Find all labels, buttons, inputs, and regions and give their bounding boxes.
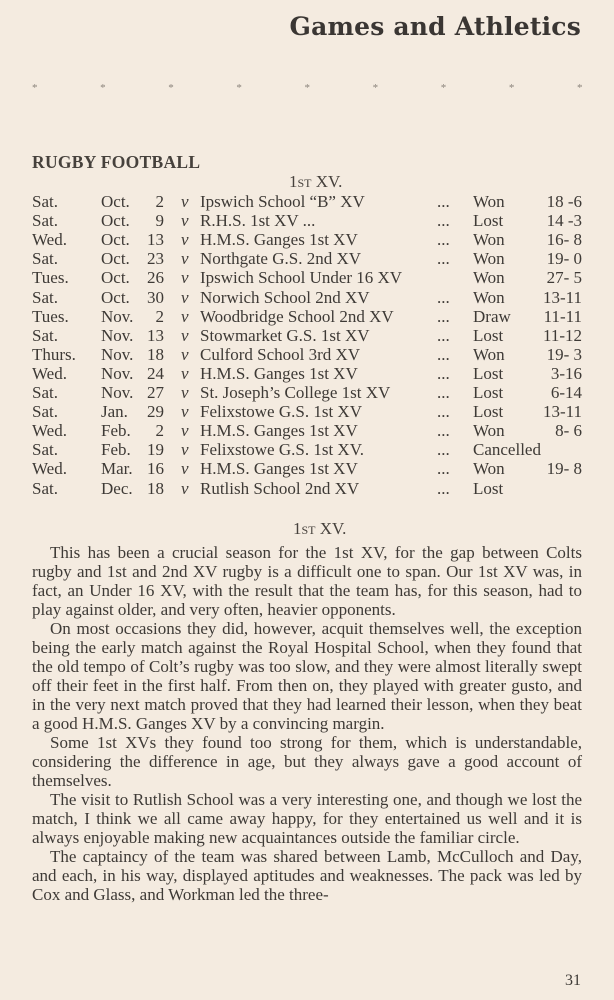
- fixture-row: [0, 421, 614, 440]
- fixtures-heading-smallcaps: st: [297, 172, 312, 191]
- section-title: RUGBY FOOTBALL: [32, 152, 201, 172]
- fixture-month: Nov.: [101, 383, 134, 402]
- fixture-row: [0, 345, 614, 364]
- versus-label: v: [181, 287, 189, 307]
- fixture-date: 19: [147, 440, 164, 460]
- fixture-day: Sat.: [32, 325, 58, 345]
- fixture-opponent: Stowmarket G.S. 1st XV: [200, 325, 370, 345]
- leader-dots: ...: [437, 421, 450, 441]
- fixture-score: 27- 5: [546, 268, 582, 288]
- fixture-result: Cancelled: [473, 440, 541, 460]
- fixture-date: 26: [147, 268, 164, 288]
- fixture-date: 29: [147, 402, 164, 422]
- fixture-score: 11-12: [542, 325, 582, 345]
- fixture-result: Won: [473, 230, 505, 250]
- fixture-opponent: R.H.S. 1st XV ...: [200, 211, 316, 231]
- fixture-month: Nov.: [101, 306, 134, 326]
- page-number: 31: [565, 972, 581, 989]
- fixtures-heading-prefix: 1: [289, 172, 298, 191]
- fixture-result: Won: [473, 287, 505, 307]
- fixture-date: 16: [147, 459, 164, 479]
- fixture-row: [0, 192, 614, 211]
- versus-label: v: [181, 459, 189, 479]
- fixture-result: Lost: [473, 211, 504, 231]
- report-heading-smallcaps: st: [301, 519, 316, 538]
- fixture-row: [0, 230, 614, 249]
- fixture-result: Won: [473, 421, 505, 441]
- fixture-month: Jan.: [101, 402, 128, 422]
- fixture-result: Won: [473, 192, 505, 211]
- fixture-score: 19- 0: [546, 249, 582, 269]
- versus-label: v: [181, 211, 189, 231]
- fixture-row: [0, 402, 614, 421]
- fixture-result: Lost: [473, 383, 504, 402]
- fixture-score: 19- 3: [546, 344, 582, 364]
- asterisk-icon: *: [236, 82, 242, 94]
- fixture-month: Feb.: [101, 440, 131, 460]
- fixture-day: Thurs.: [32, 344, 76, 364]
- fixture-date: 13: [147, 230, 164, 250]
- fixture-date: 27: [147, 383, 164, 402]
- fixture-opponent: H.M.S. Ganges 1st XV: [200, 230, 358, 250]
- fixture-opponent: H.M.S. Ganges 1st XV: [200, 363, 358, 383]
- fixture-row: [0, 479, 614, 498]
- versus-label: v: [181, 192, 189, 211]
- versus-label: v: [181, 363, 189, 383]
- fixture-day: Sat.: [32, 287, 58, 307]
- asterisk-icon: *: [32, 82, 38, 94]
- versus-label: v: [181, 383, 189, 402]
- fixture-month: Oct.: [101, 287, 130, 307]
- fixture-day: Wed.: [32, 230, 67, 250]
- fixture-date: 2: [155, 192, 164, 211]
- fixture-date: 13: [147, 325, 164, 345]
- fixture-row: [0, 364, 614, 383]
- report-paragraph: This has been a crucial season for the 1st XV, for the gap between Colts rugby and 1st and 2nd XV rugby is a difficult one to span. Our 1st XV was, in fact, an Under 16 XV, with the result that the team has, for this season, had to play against older, and very often, heavier opponents.: [32, 543, 582, 619]
- asterisk-divider: [32, 82, 582, 96]
- fixture-month: Nov.: [101, 325, 134, 345]
- fixture-row: [0, 307, 614, 326]
- fixture-date: 23: [147, 249, 164, 269]
- fixture-day: Sat.: [32, 478, 58, 498]
- fixture-opponent: Rutlish School 2nd XV: [200, 478, 360, 498]
- fixture-opponent: Ipswich School “B” XV: [200, 192, 365, 211]
- leader-dots: ...: [437, 306, 450, 326]
- fixture-score: 6-14: [550, 383, 582, 402]
- fixture-month: Oct.: [101, 230, 130, 250]
- fixture-opponent: Culford School 3rd XV: [200, 344, 361, 364]
- fixture-day: Sat.: [32, 383, 58, 402]
- leader-dots: ...: [437, 249, 450, 269]
- report-heading-suffix: XV.: [315, 519, 347, 538]
- fixture-date: 2: [155, 421, 164, 441]
- leader-dots: ...: [437, 325, 450, 345]
- fixture-date: 9: [155, 211, 164, 231]
- fixture-result: Lost: [473, 363, 504, 383]
- fixture-month: Oct.: [101, 211, 130, 231]
- fixture-day: Tues.: [32, 306, 69, 326]
- versus-label: v: [181, 440, 189, 460]
- fixture-row: [0, 459, 614, 478]
- fixture-row: [0, 249, 614, 268]
- versus-label: v: [181, 230, 189, 250]
- leader-dots: ...: [437, 192, 450, 211]
- fixture-result: Won: [473, 249, 505, 269]
- fixture-opponent: H.M.S. Ganges 1st XV: [200, 421, 358, 441]
- asterisk-icon: *: [577, 82, 583, 94]
- fixture-row: [0, 268, 614, 287]
- fixture-result: Won: [473, 268, 505, 288]
- versus-label: v: [181, 325, 189, 345]
- versus-label: v: [181, 306, 189, 326]
- fixture-month: Oct.: [101, 192, 130, 211]
- leader-dots: ...: [437, 211, 450, 231]
- report-heading-prefix: 1: [293, 519, 302, 538]
- versus-label: v: [181, 344, 189, 364]
- fixture-month: Oct.: [101, 249, 130, 269]
- fixture-score: 13-11: [542, 287, 582, 307]
- fixture-date: 2: [155, 306, 164, 326]
- fixtures-heading-suffix: XV.: [311, 172, 343, 191]
- fixture-score: 16- 8: [546, 230, 582, 250]
- leader-dots: ...: [437, 363, 450, 383]
- versus-label: v: [181, 402, 189, 422]
- fixture-day: Wed.: [32, 421, 67, 441]
- fixture-opponent: Norwich School 2nd XV: [200, 287, 370, 307]
- fixture-row: [0, 211, 614, 230]
- fixture-opponent: H.M.S. Ganges 1st XV: [200, 459, 358, 479]
- leader-dots: ...: [437, 344, 450, 364]
- asterisk-icon: *: [372, 82, 379, 94]
- versus-label: v: [181, 249, 189, 269]
- versus-label: v: [181, 421, 189, 441]
- report-paragraph: On most occasions they did, however, acquit themselves well, the exception being the early match against the Royal Hospital School, when they found that the old tempo of Colt’s rugby was too slow, and they were almost literally swept off their feet in the first half. From then on, they played with greater gusto, and in the very next match proved that they had learned their lesson, when they beat a good H.M.S. Ganges XV by a convincing margin.: [32, 619, 582, 733]
- leader-dots: ...: [437, 478, 450, 498]
- versus-label: v: [181, 268, 189, 288]
- leader-dots: ...: [437, 459, 450, 479]
- asterisk-icon: *: [508, 82, 515, 94]
- asterisk-icon: *: [440, 82, 447, 94]
- fixture-opponent: St. Joseph’s College 1st XV: [200, 383, 391, 402]
- fixture-row: [0, 440, 614, 459]
- leader-dots: ...: [437, 287, 450, 307]
- fixture-result: Won: [473, 344, 505, 364]
- fixture-opponent: Northgate G.S. 2nd XV: [200, 249, 362, 269]
- fixture-month: Nov.: [101, 363, 134, 383]
- fixture-score: 11-11: [543, 306, 582, 326]
- fixture-day: Sat.: [32, 249, 58, 269]
- fixture-score: 18 -6: [546, 192, 582, 211]
- asterisk-icon: *: [100, 82, 106, 94]
- report-paragraph: The visit to Rutlish School was a very interesting one, and though we lost the match, I think we all came away happy, for they entertained us well and it is always enjoyable making new acquaintances outside the familiar circle.: [32, 790, 582, 847]
- fixture-day: Sat.: [32, 192, 58, 211]
- leader-dots: ...: [437, 402, 450, 422]
- fixture-opponent: Woodbridge School 2nd XV: [200, 306, 394, 326]
- fixture-day: Wed.: [32, 363, 67, 383]
- fixture-row: [0, 383, 614, 402]
- fixture-month: Oct.: [101, 268, 130, 288]
- fixture-day: Wed.: [32, 459, 67, 479]
- asterisk-icon: *: [304, 82, 310, 94]
- leader-dots: ...: [437, 440, 450, 460]
- fixture-opponent: Felixstowe G.S. 1st XV: [200, 402, 362, 422]
- fixture-row: [0, 326, 614, 345]
- fixture-day: Sat.: [32, 402, 58, 422]
- fixture-date: 24: [147, 363, 164, 383]
- fixture-month: Dec.: [101, 478, 133, 498]
- fixture-date: 30: [147, 287, 164, 307]
- fixture-score: 8- 6: [555, 421, 582, 441]
- fixture-result: Won: [473, 459, 505, 479]
- versus-label: v: [181, 478, 189, 498]
- fixture-row: [0, 288, 614, 307]
- fixture-date: 18: [147, 344, 164, 364]
- fixture-result: Draw: [473, 306, 511, 326]
- fixture-day: Tues.: [32, 268, 69, 288]
- fixture-day: Sat.: [32, 211, 58, 231]
- fixture-score: 13-11: [542, 402, 582, 422]
- report-paragraph: Some 1st XVs they found too strong for them, which is understandable, considering the difference in age, but they always gave a good account of themselves.: [32, 733, 582, 790]
- fixture-score: 19- 8: [546, 459, 582, 479]
- fixture-month: Feb.: [101, 421, 131, 441]
- leader-dots: ...: [437, 230, 450, 250]
- fixture-result: Lost: [473, 478, 504, 498]
- fixture-score: 14 -3: [546, 211, 582, 231]
- fixture-opponent: Felixstowe G.S. 1st XV.: [200, 440, 365, 460]
- asterisk-icon: *: [168, 82, 174, 94]
- fixture-result: Lost: [473, 402, 504, 422]
- fixture-month: Nov.: [101, 344, 134, 364]
- fixture-date: 18: [147, 478, 164, 498]
- page-heading: Games and Athletics: [289, 12, 581, 41]
- fixture-score: 3-16: [550, 363, 582, 383]
- fixture-day: Sat.: [32, 440, 58, 460]
- leader-dots: ...: [437, 383, 450, 402]
- fixture-month: Mar.: [101, 459, 133, 479]
- fixture-result: Lost: [473, 325, 504, 345]
- fixture-opponent: Ipswich School Under 16 XV: [200, 268, 403, 288]
- report-paragraph: The captaincy of the team was shared between Lamb, McCulloch and Day, and each, in his way, displayed aptitudes and weaknesses. The pack was led by Cox and Glass, and Workman led the three-: [32, 847, 582, 904]
- report-body: [32, 543, 582, 904]
